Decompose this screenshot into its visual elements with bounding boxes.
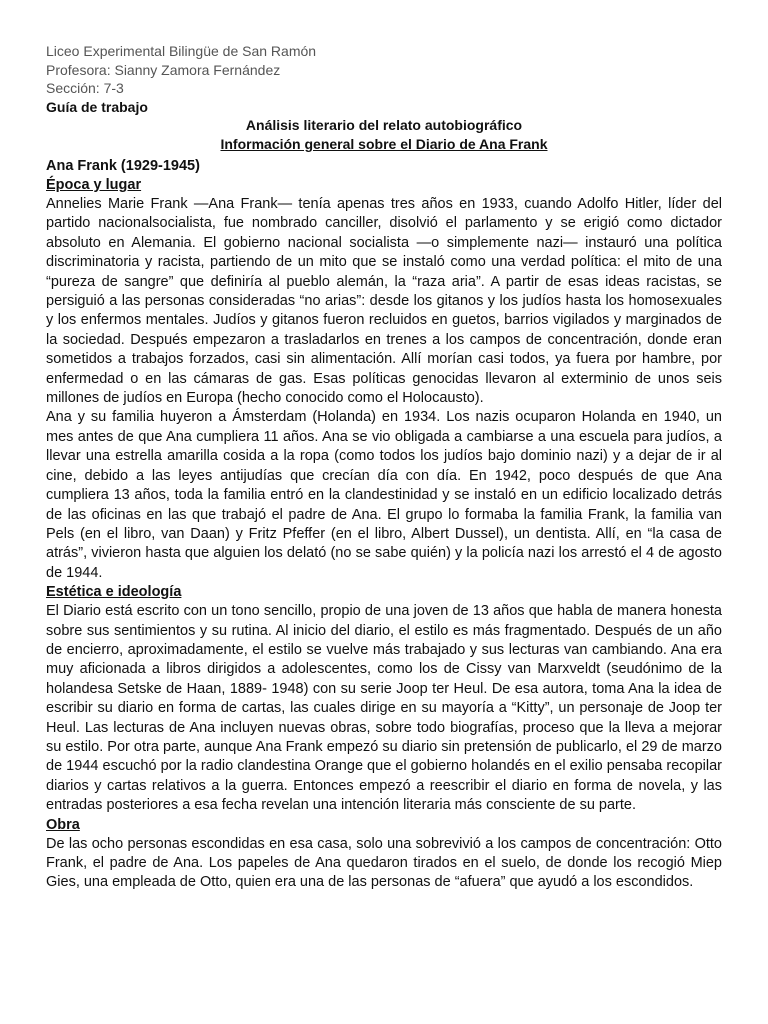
paragraph: El Diario está escrito con un tono sencillo, propio de una joven de 13 años que habla de manera honesta sobre sus sentimientos y su rutina. Al inicio del diario, el estilo es más fragmentado. Después de un año de encierro, aproximadamente, el estilo se vuelve más trabajado y sus lecturas van cambiando. Ana era muy aficionada a libros dirigidos a adolescentes, como los de Cissy van Marxveldt (seudónimo de la holandesa Setske de Haan, 1889- 1948) con su serie Joop ter Heul. De esa autora, toma Ana la idea de escribir su diario en forma de cartas, las cuales dirige en su mayoría a “Kitty”, un personaje de Joop ter Heul. Las lecturas de Ana incluyen nuevas obras, sobre todo biografías, proceso que la lleva a mejorar su estilo. Por otra parte, aunque Ana Frank empezó su diario sin pretensión de publicarlo, el 29 de marzo de 1944 escuchó por la radio clandestina Orange que el gobierno holandés en el exilio pensaba recopilar diarios y cartas relativos a la guerra. Entonces empezó a reescribir el diario en forma de novela, y las entradas posteriores a esa fecha revelan una intención literaria más consciente de su parte. — [46, 603, 722, 814]
author-heading: Ana Frank (1929-1945) — [46, 158, 200, 174]
section-epoca-lugar — [46, 176, 722, 583]
document-title: Análisis literario del relato autobiográfico — [245, 117, 523, 133]
school-name: Liceo Experimental Bilingüe de San Ramón — [46, 43, 317, 59]
section-heading: Obra — [46, 816, 80, 833]
paragraph: Annelies Marie Frank —Ana Frank— tenía apenas tres años en 1933, cuando Adolfo Hitler, líder del partido nacionalsocialista, fue nombrado canciller, disolvió el parlamento y se erigió como dictador absoluto en Alemania. El gobierno nacional socialista —o simplemente nazi— instauró una política discriminatoria y racista, partiendo de un mito que se instaló como una verdad política: el mito de una “pureza de sangre” que definiría al pueblo alemán, la “raza aria”. A partir de esas ideas racistas, se persiguió a las personas consideradas “no arias”: desde los gitanos y los judíos hasta los homosexuales y los enfermos mentales. Judíos y gitanos fueron recluidos en guetos, barrios vigilados y marginados de la sociedad. Después empezaron a trasladarlos en trenes a los campos de concentración, donde eran sometidos a trabajos forzados, casi sin alimentación. Allí morían casi todos, ya fuera por hambre, por enfermedad o en las cámaras de gas. Esas políticas genocidas llevaron al exterminio de unos seis millones de judíos en Europa (hecho conocido como el Holocausto). — [46, 196, 722, 407]
section-heading: Estética e ideología — [46, 584, 182, 601]
teacher-name: Profesora: Sianny Zamora Fernández — [46, 61, 281, 78]
paragraph: De las ocho personas escondidas en esa casa, solo una sobrevivió a los campos de concentración: Otto Frank, el padre de Ana. Los papeles de Ana quedaron tirados en el suelo, de donde los recogió Miep Gies, una empleada de Otto, quien era una de las personas de “afuera” que ayudó a los escondidos. — [46, 835, 722, 891]
document-subtitle: Información general sobre el Diario de Ana Frank — [220, 136, 548, 152]
section-label: Sección: 7-3 — [46, 80, 124, 96]
section-heading: Época y lugar — [46, 177, 142, 193]
section-estetica-ideologia — [46, 583, 722, 815]
paragraph: Ana y su familia huyeron a Ámsterdam (Holanda) en 1934. Los nazis ocuparon Holanda en 1940, un mes antes de que Ana cumpliera 11 años. Ana se vio obligada a cambiarse a una escuela para judíos, a llevar una estrella amarilla cosida a la ropa (como todos los judíos bajo dominio nazi) y a dejar de ir al cine, debido a las leyes antijudías que crecían día con día. En 1942, poco después de que Ana cumpliera 13 años, toda la familia entró en la clandestinidad y se instaló en un edificio localizado detrás de las oficinas en las que trabajó el padre de Ana. El grupo lo formaba la familia Frank, la familia van Pels (en el libro, van Daan) y Fritz Pfeffer (en el libro, Albert Dussel), un dentista. Allí, en “la casa de atrás”, vivieron hasta que alguien los delató (no se sabe quién) y la policía nazi los arrestó el 4 de agosto de 1944. — [46, 409, 722, 581]
guide-label: Guía de trabajo — [46, 98, 148, 115]
section-obra — [46, 816, 722, 893]
